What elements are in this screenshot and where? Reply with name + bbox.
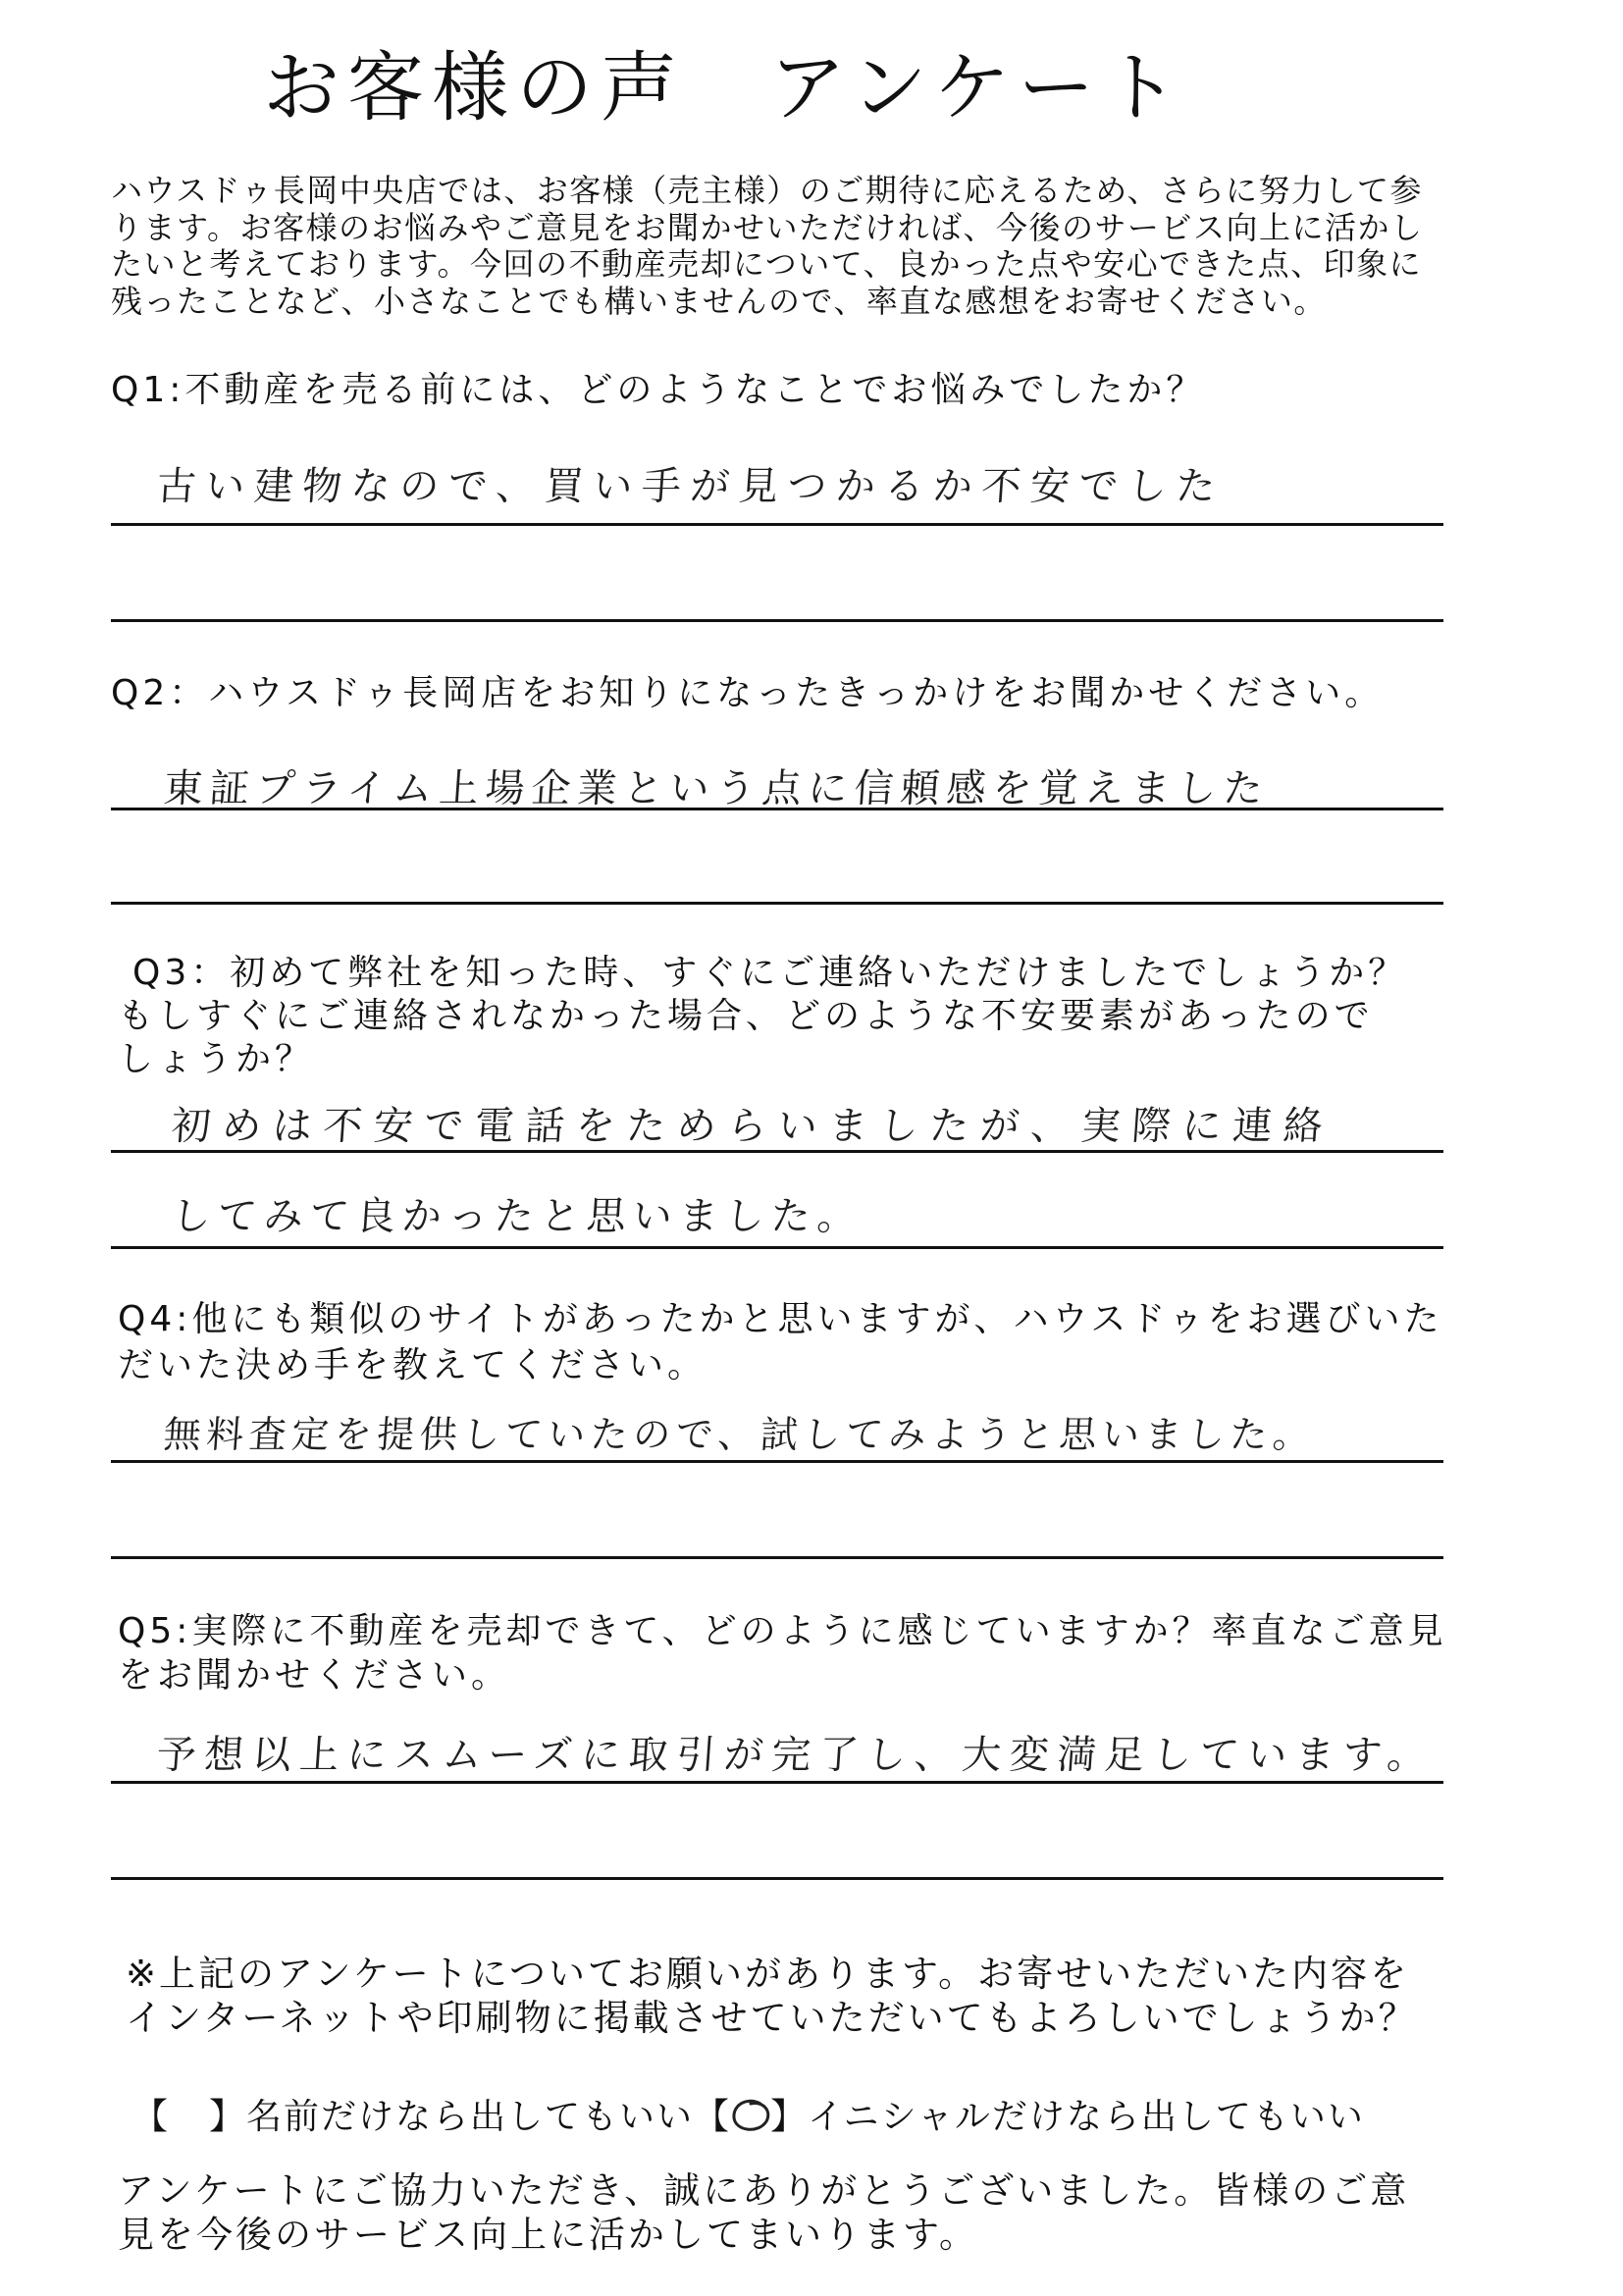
question-text: もしすぐにご連絡されなかった場合、どのような不安要素があったので <box>118 996 1374 1036</box>
answer-rule-line <box>111 808 1443 810</box>
handwritten-answer-2: 東証プライム上場企業という点に信頼感を覚えました <box>162 766 1272 811</box>
intro-line: ハウスドゥ長岡中央店では、お客様（売主様）のご期待に応えるため、さらに努力して参 <box>111 172 1423 209</box>
survey-title: お客様の声 アンケート <box>263 44 1187 132</box>
intro-line: 残ったことなど、小さなことでも構いませんので、率直な感想をお寄せください。 <box>111 283 1327 321</box>
consent-options <box>132 2096 1365 2139</box>
handwritten-answer-3-line-2: してみて良かったと思いました。 <box>170 1194 865 1239</box>
option-label: 名前だけなら出してもいい <box>246 2097 695 2137</box>
intro-line: たいと考えております。今回の不動産売却について、良かった点や安心できた点、印象に <box>111 245 1423 284</box>
question-text: Q2：ハウスドゥ長岡店をお知りになったきっかけをお聞かせください。 <box>111 673 1385 713</box>
question-2 <box>111 674 1384 713</box>
handwritten-answer-4: 無料査定を提供していたので、試してみようと思いました。 <box>162 1413 1318 1456</box>
question-1 <box>111 371 1205 410</box>
closing-line: アンケートにご協力いただき、誠にありがとうございました。皆様のご意 <box>118 2169 1410 2212</box>
answer-rule-line <box>111 1150 1443 1153</box>
answer-rule-line <box>111 1246 1443 1249</box>
checkbox-slot <box>170 2101 209 2136</box>
answer-rule-line <box>111 1556 1443 1559</box>
consent-option-initials-only <box>694 2097 1365 2137</box>
question-text: Q5:実際に不動産を売却できて、どのように感じていますか？率直なご意見 <box>118 1611 1447 1651</box>
consent-option-name-only <box>132 2097 694 2137</box>
answer-rule-line <box>111 1877 1443 1880</box>
answer-rule-line <box>111 902 1443 905</box>
question-text: Q3：初めて弊社を知った時、すぐにご連絡いただけましたでしょうか？ <box>132 953 1408 993</box>
bracket-close: 】 <box>209 2097 247 2137</box>
bracket-close: 】 <box>770 2097 809 2137</box>
handwritten-circle-mark <box>727 2095 774 2140</box>
question-4 <box>118 1296 1443 1388</box>
question-text: Q1:不動産を売る前には、どのようなことでお悩みでしたか？ <box>111 370 1206 410</box>
bracket-open: 【 <box>694 2097 732 2137</box>
answer-rule-line <box>111 619 1443 622</box>
consent-request <box>126 1952 1418 2040</box>
handwritten-answer-1: 古い建物なので、買い手が見つかるか不安でした <box>155 464 1227 509</box>
closing-message <box>118 2168 1409 2257</box>
handwritten-answer-3-line-1: 初めは不安で電話をためらいましたが、実際に連絡 <box>170 1104 1335 1149</box>
intro-paragraph <box>111 173 1423 321</box>
question-3 <box>118 952 1407 1081</box>
intro-line: ります。お客様のお悩みやご意見をお聞かせいただければ、今後のサービス向上に活かし <box>111 208 1424 246</box>
question-text: Q4:他にも類似のサイトがあったかと思いますが、ハウスドゥをお選びいた <box>118 1299 1443 1339</box>
answer-rule-line <box>111 523 1443 526</box>
consent-request-line: インターネットや印刷物に掲載させていただいてもよろしいでしょうか？ <box>126 1997 1418 2039</box>
question-text: をお聞かせください。 <box>118 1655 511 1696</box>
question-text: だいた決め手を教えてください。 <box>118 1345 707 1385</box>
answer-rule-line <box>111 1781 1443 1784</box>
option-label: イニシャルだけなら出してもいい <box>808 2097 1365 2137</box>
closing-line: 見を今後のサービス向上に活かしてまいります。 <box>118 2214 979 2256</box>
consent-request-line: ※上記のアンケートについてお願いがあります。お寄せいただいた内容を <box>126 1953 1410 1995</box>
checkbox-slot <box>731 2101 770 2136</box>
handwritten-answer-5: 予想以上にスムーズに取引が完了し、大変満足しています。 <box>155 1733 1437 1778</box>
answer-rule-line <box>111 1460 1443 1463</box>
question-5 <box>118 1609 1447 1697</box>
question-text: しょうか？ <box>118 1039 315 1079</box>
bracket-open: 【 <box>132 2097 171 2137</box>
